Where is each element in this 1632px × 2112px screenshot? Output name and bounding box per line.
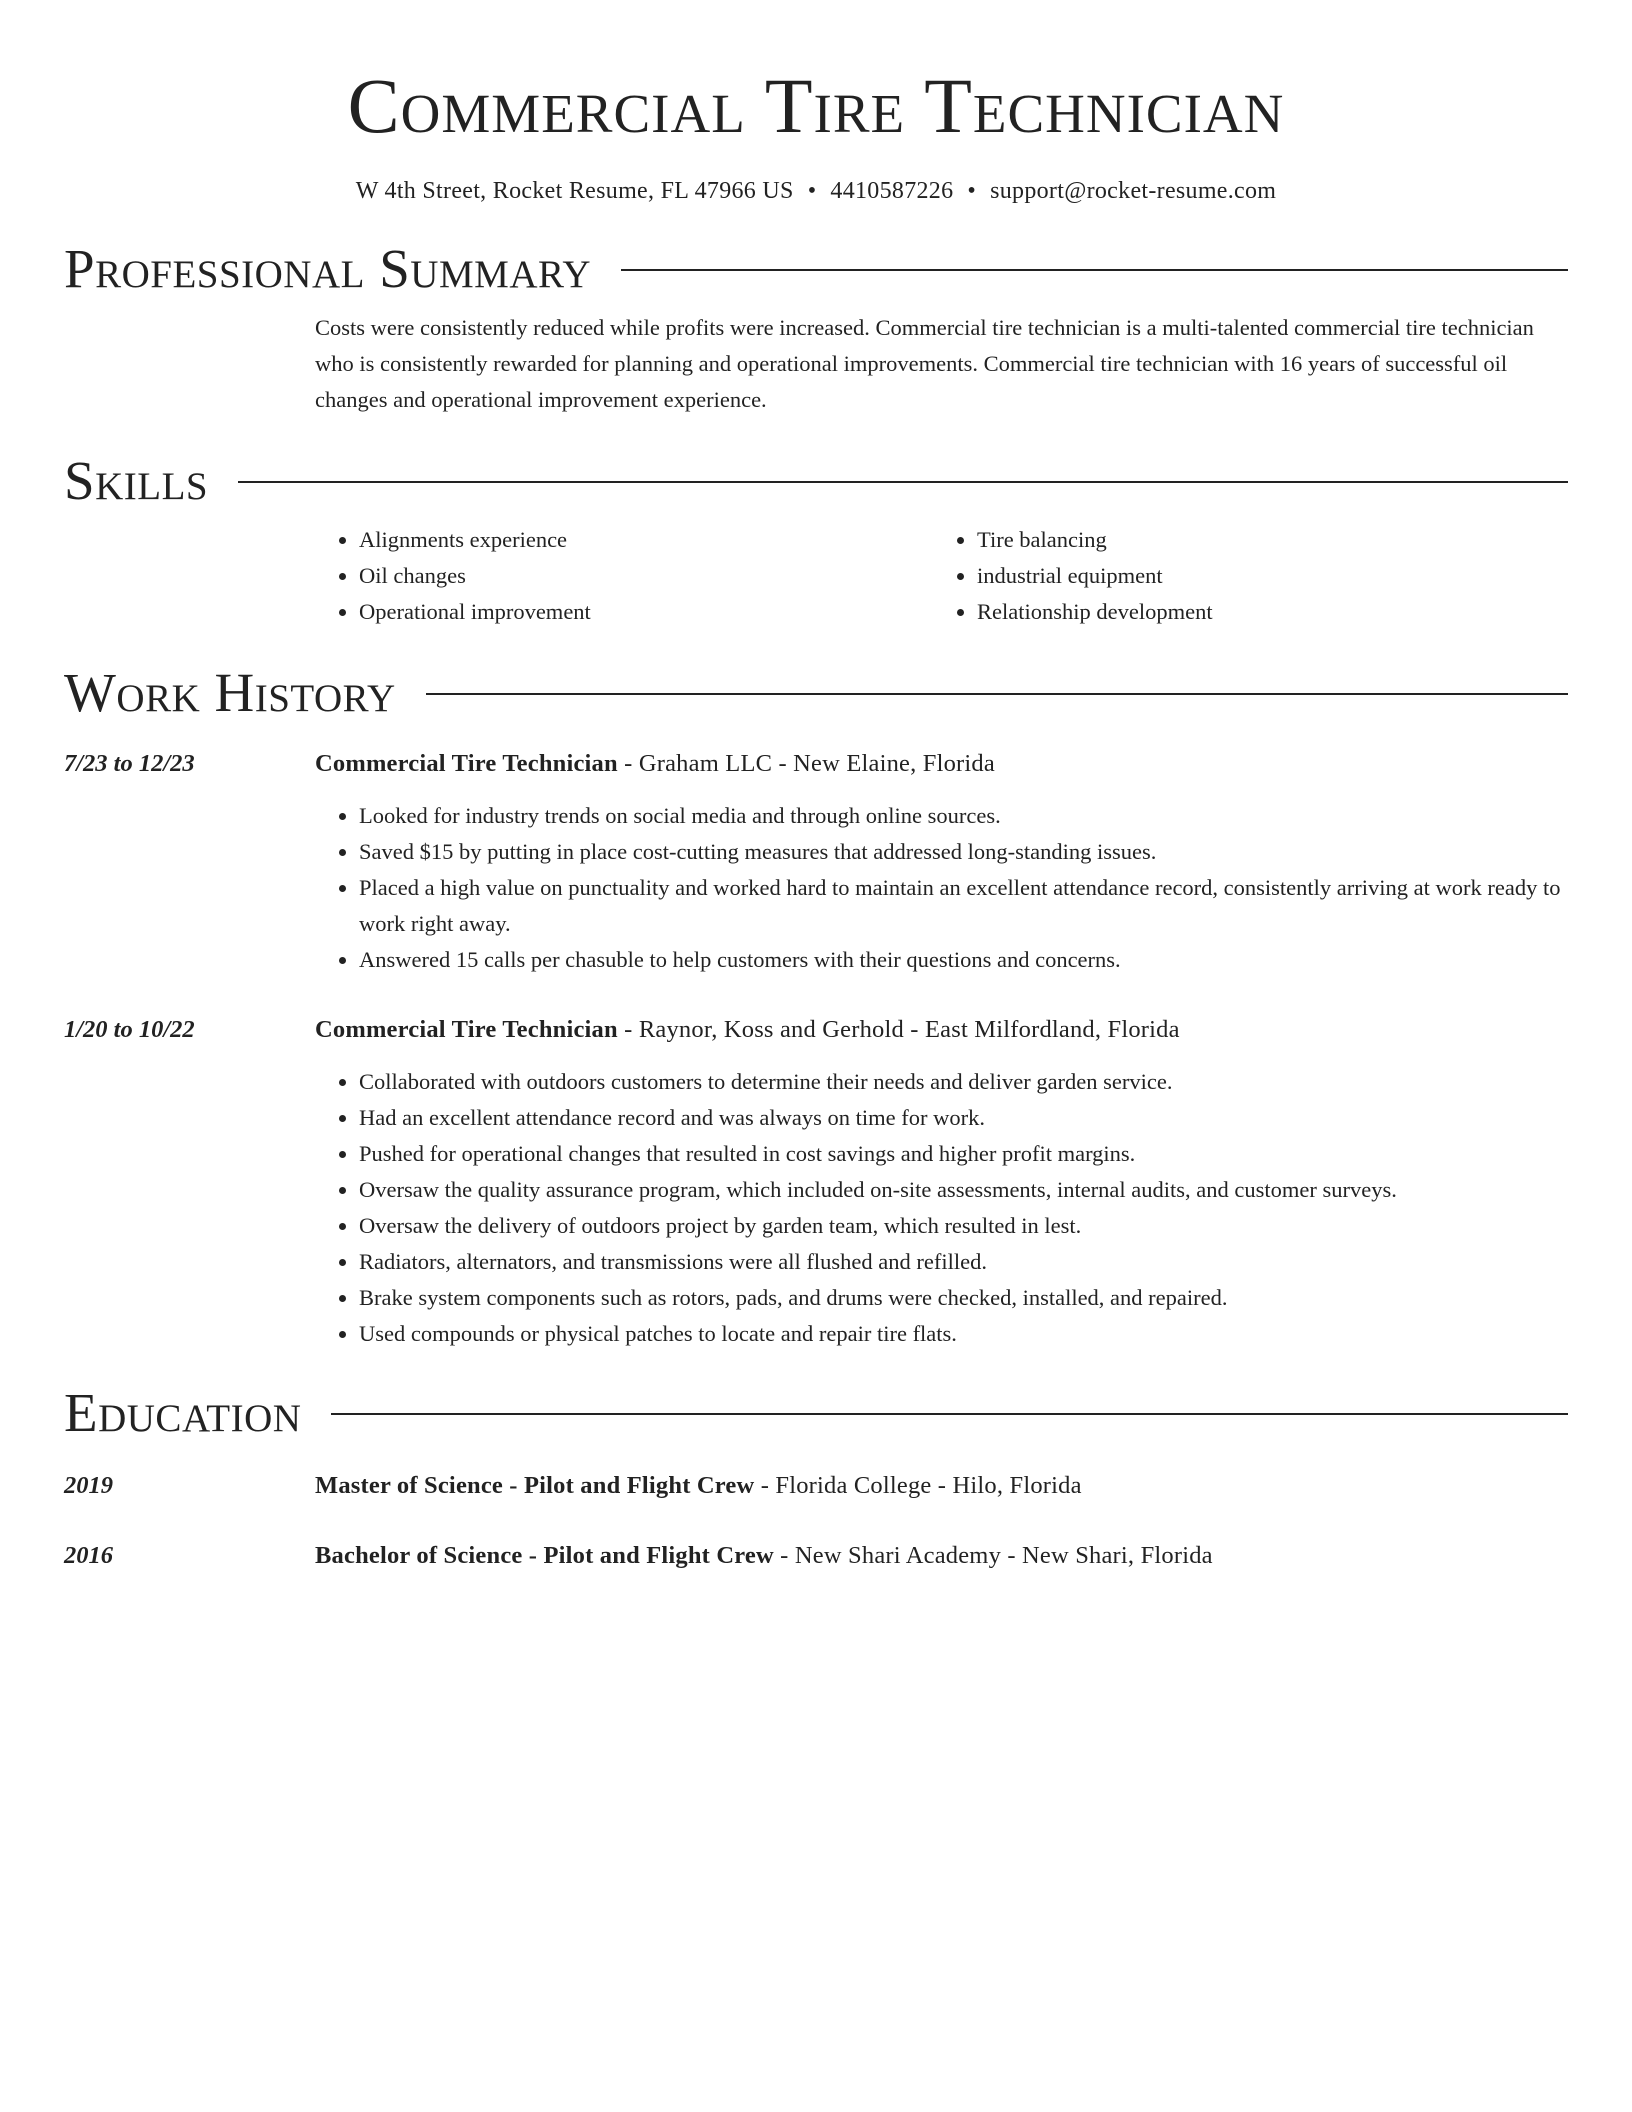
summary-text: Costs were consistently reduced while profits were increased. Commercial tire technician is a multi-talented commercial tire technician who is consistently rewarded for planning and operational improvements. Commercial tire technician with 16 years of successful oil changes and operational improvement experience. (315, 315, 1534, 412)
job-employer: - Raynor, Koss and Gerhold - East Milfordland, Florida (617, 1016, 1180, 1043)
section-header (64, 1380, 1568, 1446)
contact-separator: • (967, 178, 977, 204)
work-history-section (64, 660, 1568, 1352)
education-entry (64, 1468, 1568, 1504)
job-entry (64, 746, 1568, 978)
job-bullet: • Answered 15 calls per chasuble to help customers with their questions and concerns. (359, 942, 1568, 978)
contact-phone: 4410587226 (830, 178, 954, 204)
job-entry (64, 1012, 1568, 1352)
job-bullet: • Used compounds or physical patches to locate and repair tire flats. (359, 1316, 1568, 1352)
skills-grid (315, 522, 1568, 630)
contact-email: support@rocket-resume.com (990, 178, 1277, 204)
job-bullet: • Saved $15 by putting in place cost-cutting measures that addressed long-standing issues. (359, 834, 1568, 870)
skills-heading: Skills (64, 450, 209, 511)
resume-name: Commercial Tire Technician (347, 62, 1285, 149)
skills-column-right (933, 522, 1551, 630)
section-header (64, 448, 1568, 514)
job-title-line (315, 1012, 1568, 1048)
skill-item: • Relationship development (977, 594, 1551, 630)
section-divider (621, 269, 1568, 271)
skill-item: • Tire balancing (977, 522, 1551, 558)
job-bullet: • Looked for industry trends on social media and through online sources. (359, 798, 1568, 834)
section-divider (238, 481, 1568, 483)
skill-item: • Alignments experience (359, 522, 933, 558)
summary-heading: Professional Summary (64, 238, 592, 299)
skills-column-left (315, 522, 933, 630)
education-degree: Bachelor of Science - Pilot and Flight Crew (315, 1542, 774, 1569)
job-bullet: • Collaborated with outdoors customers to determine their needs and deliver garden service. (359, 1064, 1568, 1100)
job-role: Commercial Tire Technician (315, 1016, 618, 1043)
skill-item: • industrial equipment (977, 558, 1551, 594)
job-title-line (315, 746, 1568, 782)
education-section (64, 1380, 1568, 1574)
job-details (315, 1012, 1568, 1352)
section-divider (331, 1413, 1568, 1415)
summary-section (64, 236, 1568, 418)
education-year: 2019 (64, 1472, 113, 1499)
education-heading: Education (64, 1382, 302, 1443)
job-bullet: • Brake system components such as rotors, pads, and drums were checked, installed, and repaired. (359, 1280, 1568, 1316)
job-bullet: • Pushed for operational changes that resulted in cost savings and higher profit margins. (359, 1136, 1568, 1172)
skill-item: • Operational improvement (359, 594, 933, 630)
work-history-heading: Work History (64, 662, 396, 723)
education-year: 2016 (64, 1542, 113, 1569)
job-dates: 1/20 to 10/22 (64, 1016, 195, 1043)
contact-separator: • (807, 178, 817, 204)
resume-page (64, 0, 1568, 1574)
section-header (64, 236, 1568, 302)
job-role: Commercial Tire Technician (315, 750, 618, 777)
education-school: - Florida College - Hilo, Florida (754, 1472, 1082, 1499)
job-details (315, 746, 1568, 978)
education-line (315, 1538, 1568, 1574)
section-divider (426, 693, 1568, 695)
contact-line (64, 174, 1568, 208)
job-bullet: • Had an excellent attendance record and was always on time for work. (359, 1100, 1568, 1136)
job-bullets (315, 798, 1568, 978)
job-bullets (315, 1064, 1568, 1352)
job-bullet: • Placed a high value on punctuality and worked hard to maintain an excellent attendance record, consistently arriving at work ready to work right away. (359, 870, 1568, 942)
skills-section (64, 448, 1568, 630)
job-dates: 7/23 to 12/23 (64, 750, 195, 777)
education-degree: Master of Science - Pilot and Flight Crew (315, 1472, 755, 1499)
education-line (315, 1468, 1568, 1504)
job-bullet: • Oversaw the quality assurance program, which included on-site assessments, internal audits, and customer surveys. (359, 1172, 1568, 1208)
job-bullet: • Radiators, alternators, and transmissions were all flushed and refilled. (359, 1244, 1568, 1280)
section-header (64, 660, 1568, 726)
education-entry (64, 1538, 1568, 1574)
skill-item: • Oil changes (359, 558, 933, 594)
contact-address: W 4th Street, Rocket Resume, FL 47966 US (355, 178, 794, 204)
job-employer: - Graham LLC - New Elaine, Florida (617, 750, 995, 777)
education-school: - New Shari Academy - New Shari, Florida (773, 1542, 1213, 1569)
job-bullet: • Oversaw the delivery of outdoors project by garden team, which resulted in lest. (359, 1208, 1568, 1244)
